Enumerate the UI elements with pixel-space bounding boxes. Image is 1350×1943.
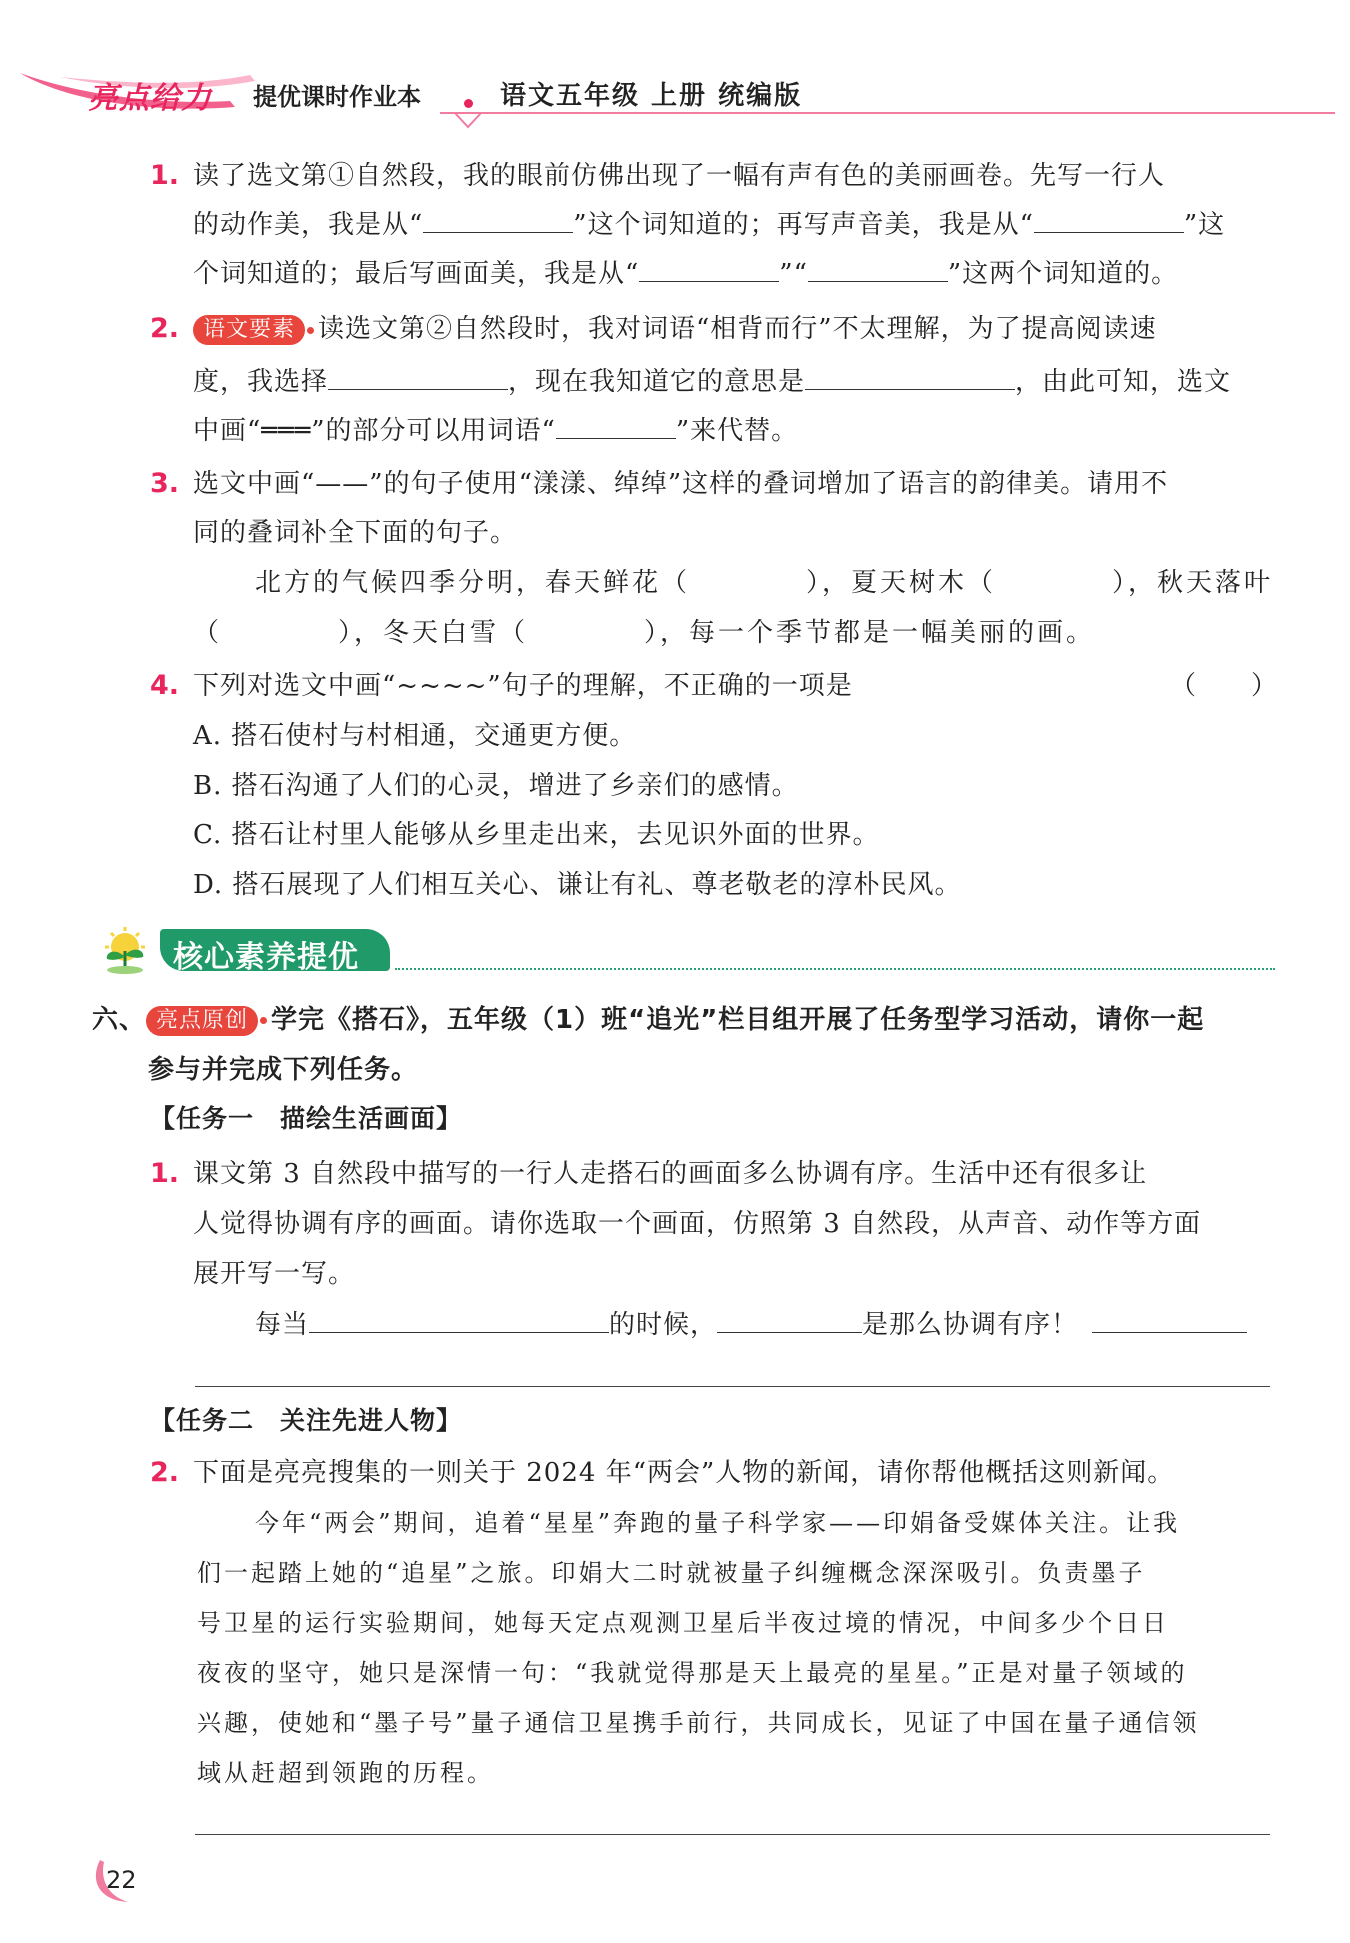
task1-answer-line[interactable]	[195, 1386, 1270, 1387]
task1-blank-3[interactable]	[1092, 1308, 1247, 1333]
header-dot	[464, 99, 473, 108]
q1-text: ”这	[1183, 210, 1226, 240]
part-six-number: 六、	[92, 1005, 147, 1035]
q2-text: 度，我选择	[193, 367, 329, 397]
q1-line-1: 读了选文第①自然段，我的眼前仿佛出现了一幅有声有色的美丽画卷。先写一行人	[193, 161, 1166, 191]
q2-badge: 语文要素	[193, 315, 305, 345]
task1-fill-text: 是那么协调有序！	[862, 1310, 1079, 1340]
task1-fill-line	[255, 1308, 1247, 1341]
sprout-sun-icon	[95, 925, 165, 975]
section-dotted-rule	[395, 968, 1275, 970]
task1-line-3: 展开写一写。	[193, 1259, 356, 1289]
task2-q-number: 2.	[150, 1457, 180, 1488]
news-line: 们一起踏上她的“追星”之旅。印娟大二时就被量子纠缠概念深深吸引。负责墨子	[197, 1559, 1146, 1587]
subject-title: 语文五年级 上册 统编版	[500, 81, 803, 111]
q4-stem: 下列对选文中画“~~~~”句子的理解，不正确的一项是	[193, 671, 853, 701]
q2-number: 2.	[150, 313, 180, 344]
q3-line-2: 同的叠词补全下面的句子。	[193, 518, 518, 548]
q4-answer-paren[interactable]: （ ）	[1170, 671, 1279, 701]
series-title: 提优课时作业本	[253, 83, 421, 111]
page-header	[0, 55, 1350, 135]
task1-line-2: 人觉得协调有序的画面。请你选取一个画面，仿照第 3 自然段，从声音、动作等方面	[193, 1209, 1202, 1239]
news-line: 夜夜的坚守，她只是深情一句：“我就觉得那是天上最亮的星星。”正是对量子领域的	[197, 1659, 1188, 1687]
q1-text: 的动作美，我是从“	[193, 210, 424, 240]
q4-option-a[interactable]: A. 搭石使村与村相通，交通更方便。	[193, 721, 637, 751]
brand-logo-text: 亮点给力	[88, 81, 212, 116]
q1-text: ”这个词知道的；再写声音美，我是从“	[573, 210, 1034, 240]
q1-text: ”“	[779, 259, 808, 289]
news-line: 今年“两会”期间，追着“星星”奔跑的量子科学家——印娟备受媒体关注。让我	[255, 1509, 1181, 1537]
q1-line-2	[193, 208, 1225, 241]
q3-line-1: 选文中画“——”的句子使用“漾漾、绰绰”这样的叠词增加了语言的韵律美。请用不	[193, 469, 1169, 499]
q4-option-c[interactable]: C. 搭石让村里人能够从乡里走出来，去见识外面的世界。	[193, 820, 880, 850]
q4-option-b[interactable]: B. 搭石沟通了人们的心灵，增进了乡亲们的感情。	[193, 771, 799, 801]
news-line: 域从赶超到领跑的历程。	[197, 1759, 494, 1787]
task2-line-1: 下面是亮亮搜集的一则关于 2024 年“两会”人物的新闻，请你帮他概括这则新闻。	[193, 1458, 1175, 1488]
section-banner	[95, 925, 1275, 975]
badge-dot	[307, 327, 314, 334]
task1-blank-2[interactable]	[717, 1308, 862, 1333]
q2-line-1	[193, 313, 1157, 345]
q1-blank-2[interactable]	[1034, 208, 1184, 233]
q2-text: ，现在我知道它的意思是	[508, 367, 806, 397]
part-six-text: 学完《搭石》，五年级（1）班“追光”栏目组开展了任务型学习活动，请你一起	[271, 1005, 1205, 1035]
q2-line-2	[193, 365, 1231, 398]
task2-heading: 【任务二 关注先进人物】	[150, 1406, 463, 1435]
badge-dot	[260, 1017, 267, 1024]
section-title: 核心素养提优	[173, 940, 359, 975]
news-line: 号卫星的运行实验期间，她每天定点观测卫星后半夜过境的情况，中间多少个日日	[197, 1609, 1169, 1637]
part-six-line-2: 参与并完成下列任务。	[148, 1055, 419, 1085]
q2-blank-3[interactable]	[556, 414, 676, 439]
part-six-badge: 亮点原创	[146, 1006, 258, 1036]
q1-blank-4[interactable]	[808, 257, 948, 282]
q1-blank-1[interactable]	[423, 208, 573, 233]
q1-line-3	[193, 257, 1178, 290]
task1-line-1: 课文第 3 自然段中描写的一行人走搭石的画面多么协调有序。生活中还有很多让	[193, 1159, 1148, 1189]
q1-number: 1.	[150, 160, 180, 191]
q2-blank-2[interactable]	[805, 365, 1015, 390]
q2-text: 读选文第②自然段时，我对词语“相背而行”不太理解，为了提高阅读速	[318, 314, 1157, 344]
q4-number: 4.	[150, 670, 180, 701]
q2-line-3	[193, 414, 798, 447]
q3-line-3: 北方的气候四季分明，春天鲜花（ ），夏天树木（ ），秋天落叶	[255, 568, 1274, 598]
q2-text: 中画“═══”的部分可以用词语“	[193, 416, 556, 446]
task1-q-number: 1.	[150, 1158, 180, 1189]
task2-answer-line[interactable]	[195, 1834, 1270, 1835]
task1-heading: 【任务一 描绘生活画面】	[150, 1104, 463, 1133]
q1-blank-3[interactable]	[639, 257, 779, 282]
q2-text: ”来代替。	[675, 416, 799, 446]
page-number: 22	[106, 1866, 137, 1894]
q4-option-d[interactable]: D. 搭石展现了人们相互关心、谦让有礼、尊老敬老的淳朴民风。	[193, 870, 962, 900]
q1-text: 个词知道的；最后写画面美，我是从“	[193, 259, 640, 289]
task1-fill-text: 的时候，	[609, 1310, 718, 1340]
q3-line-4: （ ），冬天白雪（ ），每一个季节都是一幅美丽的画。	[193, 618, 1096, 648]
q1-text: ”这两个词知道的。	[947, 259, 1179, 289]
news-line: 兴趣，使她和“墨子号”量子通信卫星携手前行，共同成长，见证了中国在量子通信领	[197, 1709, 1200, 1737]
q3-number: 3.	[150, 468, 180, 499]
task1-blank-1[interactable]	[309, 1308, 609, 1333]
task1-fill-text: 每当	[255, 1310, 310, 1340]
q2-text: ，由此可知，选文	[1015, 367, 1232, 397]
part-six-line-1	[92, 1004, 1204, 1036]
q2-blank-1[interactable]	[328, 365, 508, 390]
